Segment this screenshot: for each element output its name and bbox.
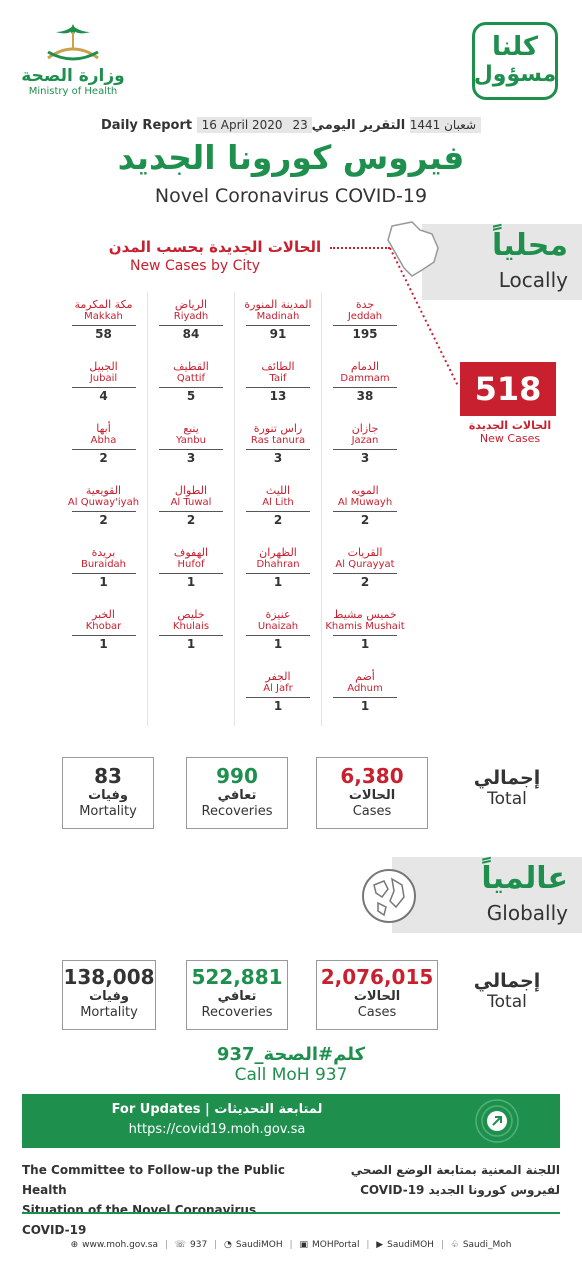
local-mortality-value: 83 <box>94 764 122 788</box>
global-recoveries-box <box>186 960 288 1030</box>
city-new-cases: 84 <box>182 327 200 341</box>
local-mortality-en: Mortality <box>79 804 137 819</box>
global-mortality-value: 138,008 <box>63 965 155 989</box>
updates-url[interactable]: https://covid19.moh.gov.sa <box>128 1122 306 1137</box>
global-cases-en: Cases <box>357 1005 397 1020</box>
kollona-line1: كلنا <box>491 32 539 62</box>
city-cell <box>321 664 408 726</box>
globally-banner <box>392 857 582 933</box>
city-name-en: Hufof <box>177 559 205 570</box>
city-cell <box>234 416 321 478</box>
call-hashtag: كلم#الصحة_937 <box>216 1044 366 1065</box>
city-new-cases: 38 <box>356 389 374 403</box>
city-name-en: Khulais <box>172 621 210 632</box>
local-cases-value: 6,380 <box>340 764 404 788</box>
city-new-cases: 4 <box>99 389 108 403</box>
city-new-cases: 1 <box>99 637 108 651</box>
city-row <box>60 416 408 478</box>
twitter-icon: ◔ <box>224 1240 232 1250</box>
city-name-ar: بريدة <box>91 546 116 559</box>
global-cases-box <box>316 960 438 1030</box>
local-total-ar: إجمالي <box>473 767 541 789</box>
city-new-cases: 1 <box>273 637 283 651</box>
updates-bar <box>22 1094 560 1148</box>
globe-small-icon: ⊕ <box>70 1240 79 1250</box>
city-name-ar: المدينة المنورة <box>244 298 312 311</box>
local-cases-box <box>316 757 428 829</box>
city-new-cases: 1 <box>273 699 283 713</box>
city-name-en: Abha <box>90 435 117 446</box>
city-new-cases: 1 <box>186 575 196 589</box>
city-name-en: Yanbu <box>176 435 206 446</box>
global-mortality-ar: وفيات <box>89 989 129 1004</box>
city-row <box>60 540 408 602</box>
city-name-en: Buraidah <box>80 559 127 570</box>
city-name-ar: خليص <box>177 608 205 621</box>
city-cell <box>321 540 408 602</box>
city-new-cases: 13 <box>269 389 287 403</box>
local-mortality-box <box>62 757 154 829</box>
kollona-line2: مسؤول <box>473 62 557 87</box>
new-cases-label-ar: الحالات الجديدة <box>468 419 552 432</box>
global-mortality-box <box>62 960 156 1030</box>
city-cell <box>321 416 408 478</box>
committee-en-line1: The Committee to Follow-up the Public Health <box>22 1163 285 1197</box>
global-recoveries-value: 522,881 <box>191 965 283 989</box>
city-name-ar: الجفر <box>265 670 291 683</box>
moh-name-ar: وزارة الصحة <box>21 66 125 86</box>
city-name-en: Adhum <box>347 683 383 694</box>
city-name-ar: مكة المكرمة <box>74 298 133 311</box>
local-recoveries-box <box>186 757 288 829</box>
city-new-cases: 1 <box>99 575 108 589</box>
footer-youtube[interactable]: SaudiMOH <box>387 1240 434 1250</box>
committee-ar <box>310 1160 560 1200</box>
city-cell <box>147 292 234 354</box>
city-new-cases: 2 <box>99 451 108 465</box>
city-cell <box>234 478 321 540</box>
city-cell <box>60 416 147 478</box>
global-total-label <box>462 970 552 1012</box>
snapchat-icon: ♧ <box>450 1240 459 1250</box>
local-cases-ar: الحالات <box>348 788 396 803</box>
updates-heading: For Updates | لمتابعة التحديثات <box>111 1102 323 1117</box>
city-cell <box>147 540 234 602</box>
youtube-icon: ▶ <box>376 1240 384 1250</box>
city-new-cases: 3 <box>273 451 283 465</box>
city-row <box>60 478 408 540</box>
daily-report-en: Daily Report <box>100 118 193 133</box>
phone-icon: ☏ <box>174 1240 187 1250</box>
city-name-ar: الهفوف <box>173 546 209 559</box>
report-date: 16 April 2020 <box>197 117 288 133</box>
city-cell <box>60 292 147 354</box>
facebook-icon: ▣ <box>299 1240 308 1250</box>
footer-snapchat[interactable]: Saudi_Moh <box>462 1240 512 1250</box>
city-name-en: Jazan <box>351 435 379 446</box>
city-name-en: Qattif <box>176 373 206 384</box>
city-new-cases: 91 <box>269 327 287 341</box>
committee-ar-line1: اللجنة المعنية بمتابعة الوضع الصحي <box>350 1163 560 1177</box>
city-name-en: Riyadh <box>173 311 209 322</box>
city-cell <box>234 292 321 354</box>
footer-twitter[interactable]: SaudiMOH <box>235 1240 283 1250</box>
city-name-en: Al Muwayh <box>337 497 393 508</box>
city-new-cases: 2 <box>360 513 370 527</box>
palm-swords-icon <box>38 22 108 66</box>
local-total-label <box>462 767 552 809</box>
city-row <box>60 292 408 354</box>
new-by-city-en: New Cases by City <box>129 258 261 274</box>
city-new-cases: 5 <box>186 389 196 403</box>
arrow-up-right-icon <box>474 1098 520 1144</box>
global-cases-ar: الحالات <box>353 989 401 1004</box>
city-cell <box>234 354 321 416</box>
city-name-ar: جدة <box>355 298 375 311</box>
city-name-ar: الظهران <box>259 546 297 559</box>
call-moh: Call MoH 937 <box>234 1065 348 1085</box>
city-name-en: Dhahran <box>256 559 300 570</box>
city-row <box>60 354 408 416</box>
city-name-ar: الليث <box>265 484 291 497</box>
city-name-ar: الجبيل <box>89 360 118 373</box>
updates-en: For Updates <box>111 1102 201 1117</box>
moh-logo <box>18 22 128 98</box>
city-name-en: Jeddah <box>347 311 383 322</box>
city-new-cases: 58 <box>95 327 112 341</box>
city-name-ar: خميس مشيط <box>333 608 397 621</box>
city-cell <box>60 540 147 602</box>
city-new-cases: 2 <box>186 513 196 527</box>
city-name-ar: الطوال <box>174 484 208 497</box>
city-cell <box>60 354 147 416</box>
city-row <box>60 602 408 664</box>
global-total-ar: إجمالي <box>473 970 541 992</box>
city-name-en: Al Qurayyat <box>335 559 395 570</box>
city-name-ar: أضم <box>355 670 375 683</box>
city-name-en: Al Lith <box>262 497 294 508</box>
updates-ar: لمتابعة التحديثات <box>214 1102 323 1117</box>
city-new-cases: 2 <box>360 575 370 589</box>
city-cell <box>147 602 234 664</box>
local-recoveries-en: Recoveries <box>201 804 273 819</box>
city-name-ar: القريات <box>347 546 383 559</box>
city-name-en: Al Quway'iyah <box>67 497 140 508</box>
city-cell <box>321 292 408 354</box>
city-new-cases: 195 <box>352 327 378 341</box>
city-cell <box>147 478 234 540</box>
local-recoveries-value: 990 <box>216 764 258 788</box>
local-cases-en: Cases <box>352 804 392 819</box>
city-name-ar: راس تنورة <box>253 422 303 435</box>
city-cell <box>321 354 408 416</box>
city-name-en: Dammam <box>340 373 390 384</box>
city-new-cases: 3 <box>360 451 370 465</box>
city-name-en: Unaizah <box>257 621 299 632</box>
city-name-ar: ينبع <box>183 422 199 435</box>
city-cell <box>321 602 408 664</box>
city-cell <box>60 664 147 726</box>
city-new-cases: 2 <box>273 513 283 527</box>
city-cell <box>234 540 321 602</box>
city-name-en: Madinah <box>256 311 300 322</box>
city-name-ar: الطائف <box>261 360 295 373</box>
city-cell <box>60 478 147 540</box>
new-cases-value: 518 <box>460 362 556 416</box>
page-title-en: Novel Coronavirus COVID-19 <box>154 185 428 207</box>
new-cases-label-en: New Cases <box>479 432 541 445</box>
city-name-en: Makkah <box>84 311 123 322</box>
committee-en-line2: Situation of the Novel Coronavirus COVID-19 <box>22 1203 257 1237</box>
city-name-ar: جازان <box>351 422 379 435</box>
city-name-ar: المويه <box>351 484 379 497</box>
city-name-ar: القويعية <box>85 484 122 497</box>
page-title-ar: فيروس كورونا الجديد <box>117 138 465 177</box>
footer-website[interactable]: www.moh.gov.sa <box>82 1240 158 1250</box>
dotted-connector <box>330 247 390 249</box>
global-recoveries-en: Recoveries <box>201 1005 273 1020</box>
kollona-masool-logo <box>472 22 558 100</box>
city-name-ar: الرياض <box>174 298 208 311</box>
global-total-en: Total <box>487 992 527 1012</box>
city-name-ar: الدمام <box>350 360 380 373</box>
city-cell <box>60 602 147 664</box>
moh-name-en: Ministry of Health <box>28 86 118 97</box>
city-row <box>60 664 408 726</box>
city-name-en: Khamis Mushait <box>325 621 405 632</box>
local-recoveries-ar: تعافي <box>217 788 257 803</box>
city-cell <box>234 664 321 726</box>
city-name-en: Al Tuwal <box>170 497 212 508</box>
city-cell <box>234 602 321 664</box>
committee-ar-line2: لفيروس كورونا الجديد COVID-19 <box>360 1183 560 1197</box>
city-new-cases: 2 <box>99 513 108 527</box>
footer-facebook[interactable]: MOHPortal <box>311 1240 360 1250</box>
city-name-ar: الخبر <box>92 608 115 621</box>
city-grid <box>60 292 408 726</box>
footer-links: ⊕ www.moh.gov.sa | ☏ 937 | ◔ SaudiMOH | ▣ MOHPortal | ▶ SaudiMOH | ♧ Saudi_Moh <box>70 1240 512 1250</box>
locally-en: Locally <box>498 268 568 292</box>
local-total-en: Total <box>487 789 527 809</box>
globally-ar: عالمياً <box>481 861 568 896</box>
daily-report-line <box>0 118 582 133</box>
locally-ar: محلياً <box>492 228 568 263</box>
global-cases-value: 2,076,015 <box>320 965 434 989</box>
city-name-en: Khobar <box>85 621 122 632</box>
city-name-ar: القطيف <box>173 360 209 373</box>
globe-icon <box>360 867 418 925</box>
city-new-cases: 1 <box>186 637 196 651</box>
city-name-ar: عنيزة <box>265 608 291 621</box>
footer-phone[interactable]: 937 <box>190 1240 208 1250</box>
local-mortality-ar: وفيات <box>88 788 128 803</box>
city-new-cases: 1 <box>360 699 370 713</box>
city-name-en: Jubail <box>89 373 118 384</box>
report-date-hijri: 23 شعبان 1441 <box>288 117 482 133</box>
global-mortality-en: Mortality <box>80 1005 138 1020</box>
global-recoveries-ar: تعافي <box>217 989 257 1004</box>
city-cell <box>147 354 234 416</box>
divider <box>22 1212 560 1214</box>
city-new-cases: 1 <box>273 575 283 589</box>
new-by-city-ar: الحالات الجديدة بحسب المدن <box>108 238 322 256</box>
city-new-cases: 1 <box>360 637 370 651</box>
committee-en <box>22 1160 302 1240</box>
city-name-en: Ras tanura <box>250 435 306 446</box>
city-new-cases: 3 <box>186 451 196 465</box>
city-cell <box>147 416 234 478</box>
city-cell <box>321 478 408 540</box>
globally-en: Globally <box>486 901 568 925</box>
city-name-en: Al Jafr <box>263 683 293 694</box>
city-name-en: Taif <box>269 373 287 384</box>
city-name-ar: أبها <box>96 422 111 435</box>
daily-report-ar: التقرير اليومي <box>311 118 406 133</box>
city-cell <box>147 664 234 726</box>
